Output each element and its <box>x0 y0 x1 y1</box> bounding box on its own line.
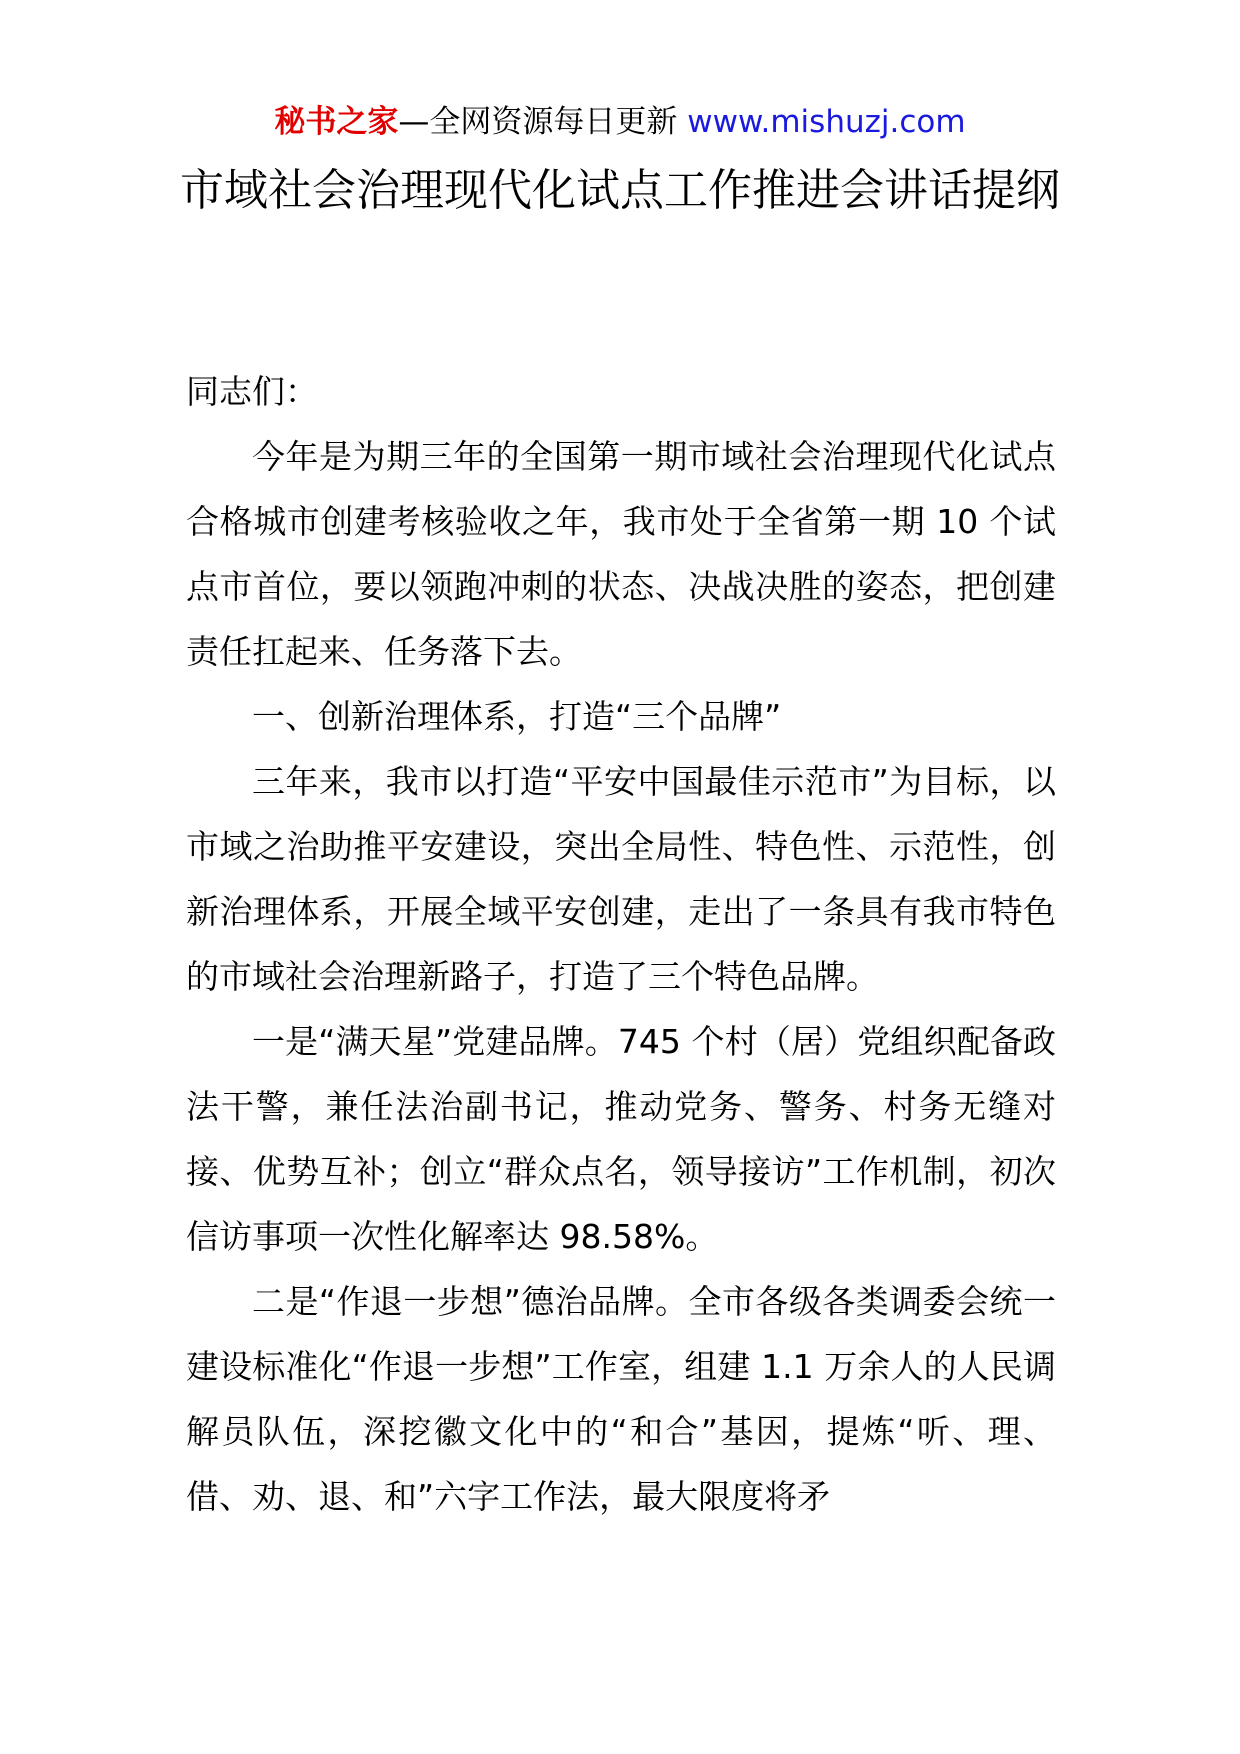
body-paragraph: 三年来，我市以打造“平安中国最佳示范市”为目标，以市域之治助推平安建设，突出全局性、特色性、示范性，创新治理体系，开展全域平安创建，走出了一条具有我市特色的市域社会治理新路子，打造了三个特色品牌。 <box>186 762 1056 996</box>
body-paragraph: 一是“满天星”党建品牌。745 个村（居）党组织配备政法干警，兼任法治副书记，推动党务、警务、村务无缝对接、优势互补；创立“群众点名，领导接访”工作机制，初次信访事项一次性化解率达 98.58%。 <box>186 1022 1056 1256</box>
site-url[interactable]: www.mishuzj.com <box>687 104 966 140</box>
document-title: 市域社会治理现代化试点工作推进会讲话提纲 <box>180 165 1060 216</box>
salutation: 同志们： <box>186 372 318 411</box>
site-tagline: —全网资源每日更新 <box>398 104 688 140</box>
document-body <box>186 359 1056 1529</box>
body-paragraph: 二是“作退一步想”德治品牌。全市各级各类调委会统一建设标准化“作退一步想”工作室，组建 1.1 万余人的人民调解员队伍，深挖徽文化中的“和合”基因，提炼“听、理、借、劝、退、和”六字工作法，最大限度将矛 <box>186 1282 1056 1516</box>
section-heading: 一、创新治理体系，打造“三个品牌” <box>252 697 782 736</box>
body-paragraph: 今年是为期三年的全国第一期市域社会治理现代化试点合格城市创建考核验收之年，我市处于全省第一期 10 个试点市首位，要以领跑冲刺的状态、决战决胜的姿态，把创建责任扛起来、任务落下去。 <box>186 437 1056 671</box>
site-header <box>0 100 1240 144</box>
site-brand: 秘书之家 <box>274 104 399 140</box>
